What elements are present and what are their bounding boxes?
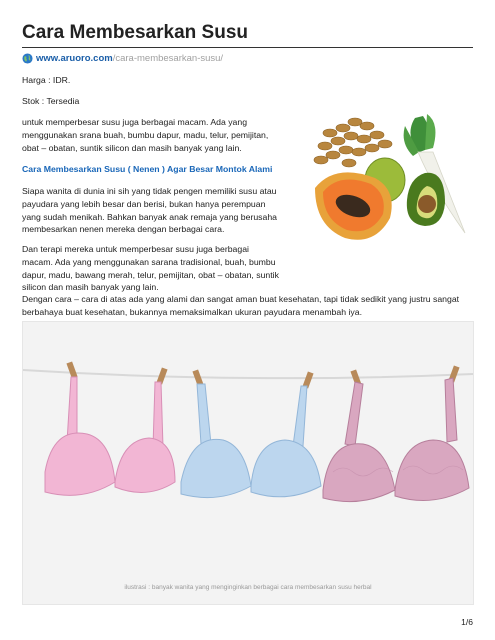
page-number: 1/6 <box>461 617 473 627</box>
source-path[interactable]: /cara-membesarkan-susu/ <box>112 53 224 64</box>
illustration-photo <box>22 321 474 605</box>
page-title: Cara Membesarkan Susu <box>22 22 248 43</box>
source-link[interactable] <box>22 53 223 64</box>
source-domain[interactable]: www.aruoro.com <box>36 53 113 64</box>
paragraph-1: Siapa wanita di dunia ini sih yang tidak pengen memiliki susu atau payudara yang lebih besar dan berisi, bukan hanya perempuan yang sudah menikah. Bahkan banyak anak remaja yang berusaha membesarkan nenen mereka dengan berbagai cara. <box>22 186 278 235</box>
stock-line: Stok : Tersedia <box>22 96 80 106</box>
bras-on-clothesline <box>23 322 473 604</box>
price-line: Harga : IDR. <box>22 75 71 85</box>
paragraph-3: Dengan cara – cara di atas ada yang alami dan sangat aman buat kesehatan, tapi tidak sedikit yang justru sangat berbahaya buat kesehatan, bukannya memaksimalkan ukuran payudara menambah iya. <box>22 294 460 317</box>
image-caption: ilustrasi : banyak wanita yang menginginkan berbagai cara membesarkan susu herbal <box>124 584 372 591</box>
globe-icon <box>22 53 33 64</box>
intro-paragraph: untuk memperbesar susu juga berbagai macam. Ada yang menggunakan srana buah, bumbu dapur, madu, telur, pemijitan, obat – obatan, suntik silicon dan masih banyak yang lain. <box>22 117 269 153</box>
title-divider <box>22 47 473 48</box>
paragraph-2: Dan terapi mereka untuk memperbesar susu juga berbagai macam. Ada yang menggunakan sarana tradisional, buah, bumbu dapur, madu, bawang merah, telur, pemijitan, obat – obatan, suntik silicon dan masih banyak yang lain. <box>22 244 279 293</box>
section-heading[interactable]: Cara Membesarkan Susu ( Nenen ) Agar Besar Montok Alami <box>22 164 273 174</box>
herbal-foods-image <box>305 108 475 248</box>
